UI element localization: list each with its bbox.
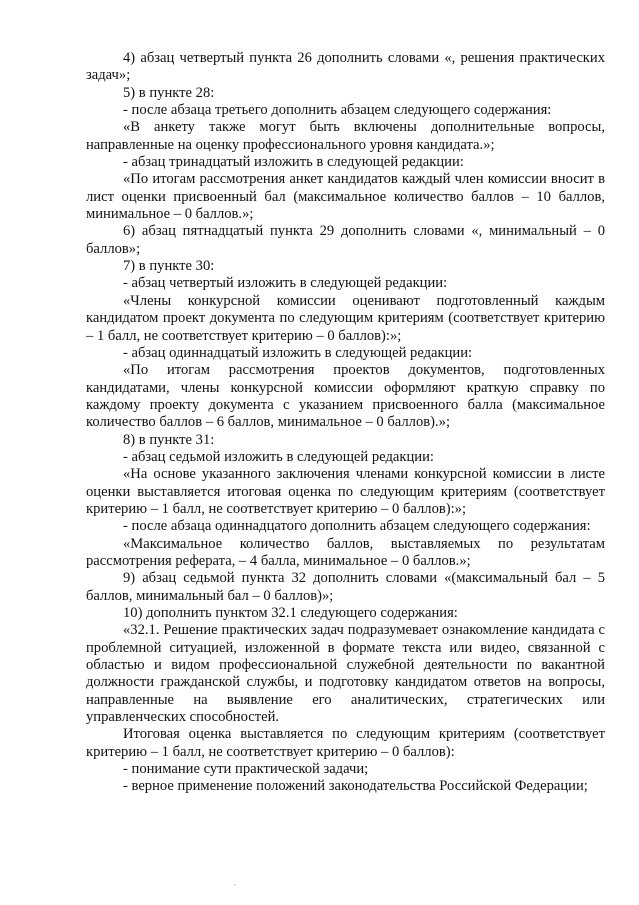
paragraph: «На основе указанного заключения членами конкурсной комиссии в листе оценки выставляется итоговая оценка по следующим критериям (соответствует критерию – 1 балл, не соответствует критерию – 0 баллов):»; (86, 466, 605, 517)
paragraph: - после абзаца третьего дополнить абзацем следующего содержания: (123, 102, 552, 119)
paragraph: «По итогам рассмотрения проектов документов, подготовленных кандидатами, члены конкурсной комиссии оформляют краткую справку по каждому проекту документа с указанием присвоенного балла (максимальное количество баллов – 6 баллов, минимальное – 0 баллов).»; (86, 362, 605, 431)
paragraph: - абзац седьмой изложить в следующей редакции: (123, 448, 434, 465)
paragraph: - абзац тринадцатый изложить в следующей редакции: (123, 154, 464, 171)
paragraph: 7) в пункте 30: (123, 258, 215, 275)
paragraph: «32.1. Решение практических задач подразумевает ознакомление кандидата с проблемной ситуацией, изложенной в формате текста или видео, связанной с областью и видом профессиональной служебной деятельности по вакантной должности гражданской службы, и подготовку кандидатом ответов на вопросы, направленные на выявление его аналитических, стратегических или управленческих способностей. (86, 622, 605, 726)
paragraph: «Максимальное количество баллов, выставляемых по результатам рассмотрения реферата, – 4 балла, минимальное – 0 баллов.»; (86, 535, 605, 569)
paragraph: 4) абзац четвертый пункта 26 дополнить словами «, решения практических задач»; (86, 50, 605, 84)
paragraph: «Члены конкурсной комиссии оценивают подготовленный каждым кандидатом проект документа по следующим критериям (соответствует критерию – 1 балл, не соответствует критерию – 0 баллов):»; (86, 292, 605, 344)
paragraph: «В анкету также могут быть включены дополнительные вопросы, направленные на оценку профессионального уровня кандидата.»; (86, 119, 605, 153)
paragraph: 8) в пункте 31: (123, 431, 215, 448)
paragraph: - после абзаца одиннадцатого дополнить абзацем следующего содержания: (123, 518, 591, 535)
paragraph: 6) абзац пятнадцатый пункта 29 дополнить словами «, минимальный – 0 баллов»; (86, 223, 605, 257)
paragraph: 10) дополнить пунктом 32.1 следующего содержания: (123, 605, 458, 621)
document-page (86, 50, 605, 796)
paragraph: - верное применение положений законодательства Российской Федерации; (123, 778, 588, 795)
paragraph: - абзац одиннадцатый изложить в следующей редакции: (123, 344, 473, 361)
paragraph: «По итогам рассмотрения анкет кандидатов каждый член комиссии вносит в лист оценки присвоенный бал (максимальное количество баллов – 10 баллов, минимальное – 0 баллов.»; (86, 171, 605, 223)
paragraph: - абзац четвертый изложить в следующей редакции: (123, 275, 448, 292)
paragraph: 5) в пункте 28: (123, 84, 215, 101)
paragraph: - понимание сути практической задачи; (123, 761, 369, 778)
paragraph: 9) абзац седьмой пункта 32 дополнить словами «(максимальный бал – 5 баллов, минимальный бал – 0 баллов)»; (86, 570, 605, 604)
scan-speck (234, 884, 236, 886)
paragraph: Итоговая оценка выставляется по следующим критериям (соответствует критерию – 1 балл, не соответствует критерию – 0 баллов): (86, 726, 605, 760)
